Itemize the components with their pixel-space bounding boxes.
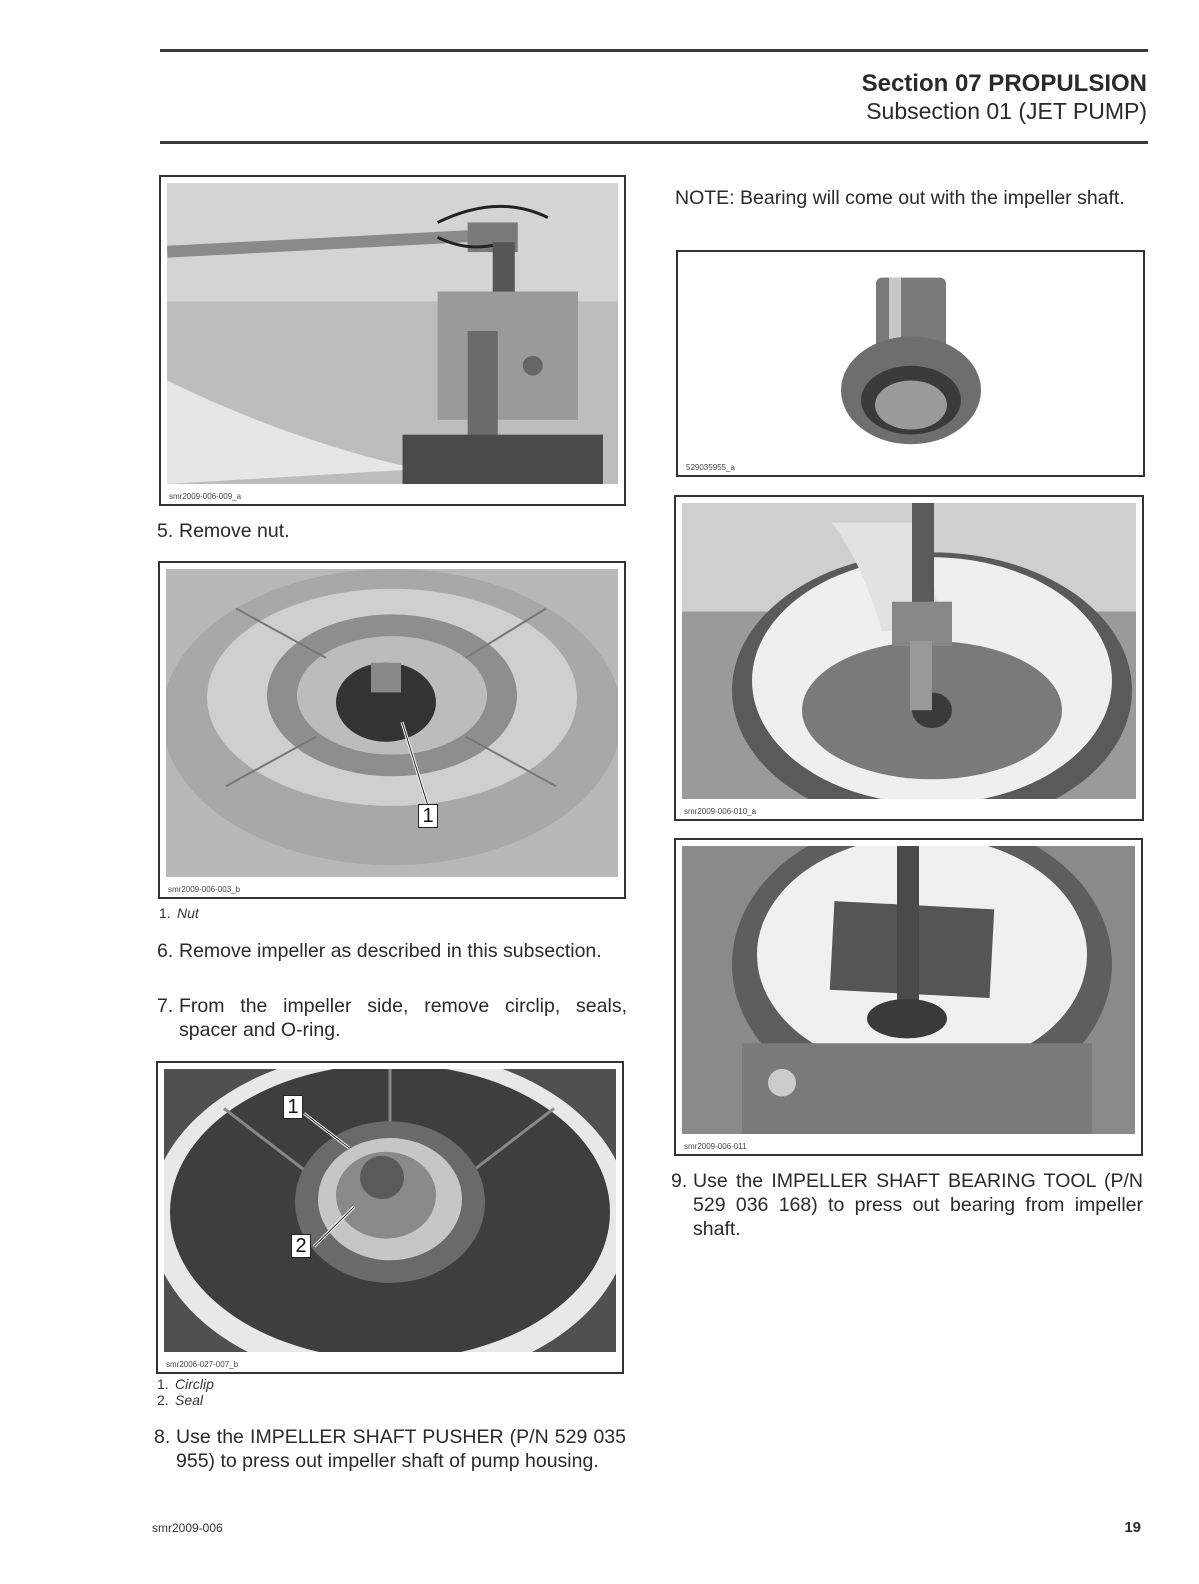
- footer-code: smr2009-006: [152, 1521, 223, 1535]
- figure-code: smr2009-006-009_a: [169, 492, 242, 501]
- step-8: [154, 1425, 626, 1473]
- step-number: 6.: [157, 940, 174, 962]
- legend-circlip-seal: [157, 1376, 214, 1408]
- step-text: Remove impeller as described in this subsection.: [179, 940, 602, 962]
- legend-nut: [159, 905, 199, 921]
- step-number: 8.: [154, 1426, 171, 1448]
- subsection-title: Subsection 01 (JET PUMP): [866, 98, 1147, 124]
- figure-press-bearing: [674, 838, 1143, 1156]
- step-7: [157, 994, 627, 1042]
- legend-item: 1. Nut: [159, 905, 199, 921]
- note-text: Bearing will come out with the impeller shaft.: [740, 187, 1125, 209]
- figure-code: 529035955_a: [686, 463, 735, 472]
- step-text: Use the IMPELLER SHAFT PUSHER (P/N 529 035 955) to press out impeller shaft of pump housing.: [176, 1426, 626, 1472]
- page-number: 19: [1124, 1519, 1141, 1536]
- callout-1: 1: [418, 804, 438, 828]
- section-title: Section 07 PROPULSION: [861, 70, 1147, 97]
- step-text: From the impeller side, remove circlip, seals, spacer and O-ring.: [179, 995, 627, 1041]
- photo-circlip-seal: [164, 1069, 616, 1352]
- legend-item: 1. Circlip: [157, 1376, 214, 1392]
- step-6: [157, 939, 627, 963]
- figure-wrench-on-pump: [159, 175, 626, 506]
- step-number: 9.: [671, 1170, 688, 1192]
- figure-code: smr2009-006-003_b: [168, 885, 241, 894]
- step-5: [157, 519, 627, 543]
- callout-1: 1: [283, 1095, 303, 1119]
- figure-code: smr2006-027-007_b: [166, 1360, 239, 1369]
- step-number: 5.: [157, 520, 174, 542]
- photo-press-shaft: [682, 503, 1136, 799]
- photo-press-bearing: [682, 846, 1135, 1134]
- photo-pusher-tool: [684, 258, 1137, 455]
- header-top-rule: [160, 49, 1148, 52]
- callout-2: 2: [291, 1234, 311, 1258]
- figure-nut: [158, 561, 626, 899]
- figure-circlip-seal: [156, 1061, 624, 1374]
- step-text: Remove nut.: [179, 520, 290, 542]
- step-number: 7.: [157, 995, 174, 1017]
- note: [675, 186, 1147, 210]
- note-label: NOTE:: [675, 187, 735, 209]
- photo-nut: [166, 569, 618, 877]
- figure-press-shaft: [674, 495, 1144, 821]
- figure-code: smr2009-006-011: [684, 1142, 747, 1151]
- step-text: Use the IMPELLER SHAFT BEARING TOOL (P/N 529 036 168) to press out bearing from impeller shaft.: [693, 1170, 1143, 1240]
- header-bottom-rule: [160, 141, 1148, 144]
- photo-wrench: [167, 183, 618, 484]
- legend-item: 2. Seal: [157, 1392, 204, 1408]
- figure-pusher-tool: [676, 250, 1145, 477]
- figure-code: smr2009-006-010_a: [684, 807, 757, 816]
- step-9: [671, 1169, 1143, 1241]
